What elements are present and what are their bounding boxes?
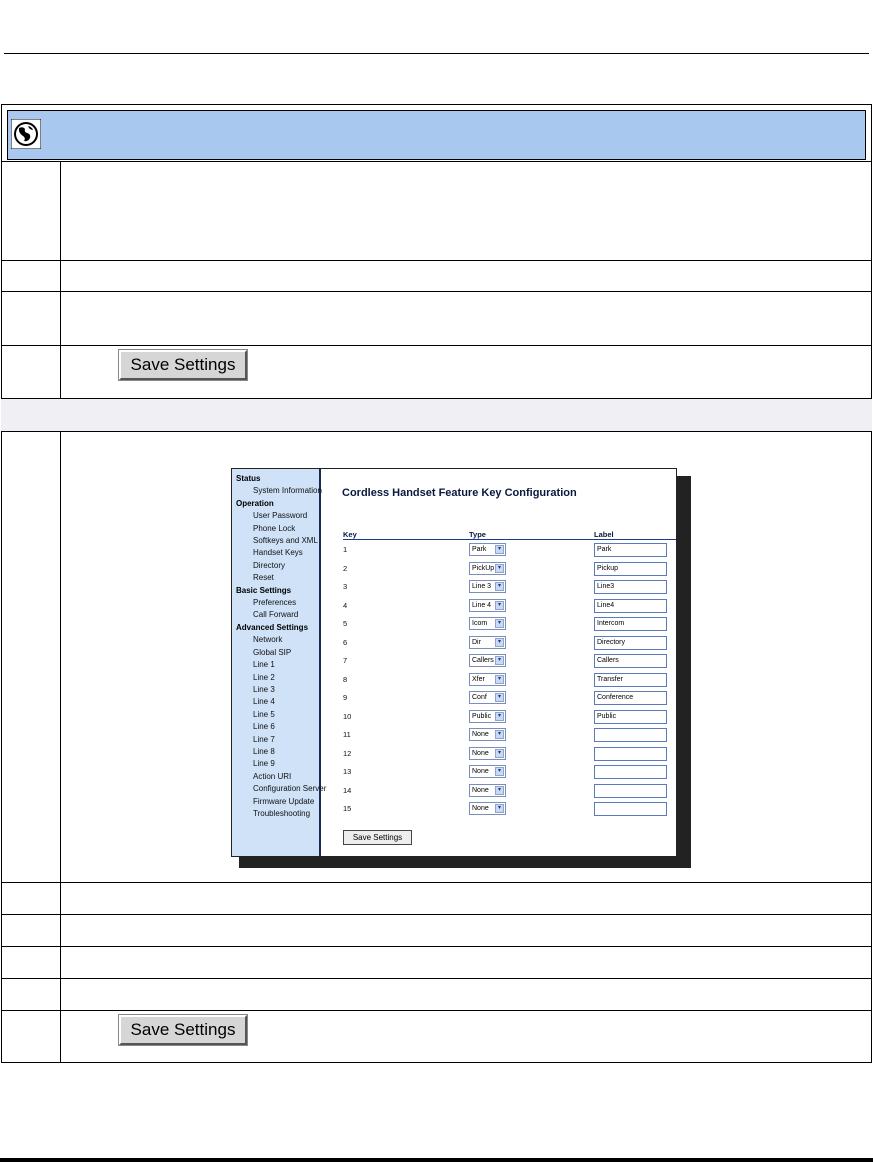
key-number: 9 (343, 693, 348, 702)
key-label-input[interactable] (594, 728, 667, 742)
row-separator (1, 978, 872, 979)
chevron-down-icon: ▾ (495, 712, 504, 721)
row-separator (1, 946, 872, 947)
row-separator (1, 291, 872, 292)
key-number: 10 (343, 711, 352, 721)
column-header-key: Key (343, 530, 469, 540)
key-label-input[interactable]: Pickup (594, 562, 667, 576)
key-label-input[interactable]: Park (594, 543, 667, 557)
key-type-select[interactable] (469, 617, 506, 630)
step-column-divider (60, 431, 61, 1063)
nav-item[interactable]: Line 2 (253, 672, 275, 682)
nav-item[interactable]: Line 7 (253, 734, 275, 744)
key-number: 14 (343, 785, 352, 795)
key-label-input[interactable]: Public (594, 710, 667, 724)
nav-item[interactable]: Network (253, 635, 283, 645)
row-separator (1, 398, 872, 399)
chevron-down-icon: ▾ (495, 638, 504, 647)
row-separator (1, 260, 872, 261)
chevron-down-icon: ▾ (495, 730, 504, 739)
key-number: 15 (343, 804, 352, 813)
screenshot-content-panel (321, 469, 676, 856)
row-separator (1, 1010, 872, 1011)
key-number: 5 (343, 619, 348, 628)
key-number: 6 (343, 637, 348, 647)
chevron-down-icon: ▾ (495, 619, 504, 628)
key-type-value: None (472, 786, 489, 794)
key-number: 3 (343, 582, 348, 591)
table-bottom-border (1, 1062, 872, 1063)
nav-item[interactable]: Line 4 (253, 697, 275, 707)
key-number: 11 (343, 730, 351, 739)
header-rule (4, 53, 869, 54)
footer-rule (0, 1158, 873, 1162)
web-ui-globe-icon (11, 119, 41, 149)
key-type-select[interactable] (469, 580, 506, 593)
key-type-value: Icom (472, 620, 488, 627)
key-label-input[interactable] (594, 747, 667, 761)
row-separator (1, 914, 872, 915)
key-type-select[interactable] (469, 728, 506, 741)
key-type-select[interactable] (469, 765, 506, 778)
section-row (1, 399, 872, 431)
key-type-select[interactable] (469, 710, 506, 723)
key-type-select[interactable] (469, 784, 506, 797)
save-settings-button[interactable]: Save Settings (119, 1015, 247, 1045)
nav-item[interactable]: Preferences (253, 598, 297, 608)
nav-item[interactable]: Action URI (253, 771, 292, 781)
key-type-value: None (472, 749, 489, 757)
nav-item[interactable]: User Password (253, 511, 308, 521)
key-type-value: None (472, 731, 489, 738)
chevron-down-icon: ▾ (495, 693, 504, 702)
row-separator (1, 431, 872, 432)
key-type-select[interactable] (469, 691, 506, 704)
key-label-input[interactable] (594, 784, 667, 798)
web-ui-screenshot (231, 468, 677, 857)
key-label-input[interactable]: Conference (594, 691, 667, 705)
key-type-select[interactable] (469, 802, 506, 815)
chevron-down-icon: ▾ (495, 804, 504, 813)
key-label-input[interactable]: Intercom (594, 617, 667, 631)
table-right-border (871, 162, 872, 1063)
nav-item[interactable]: Line 6 (253, 722, 275, 732)
key-number: 12 (343, 748, 352, 758)
key-label-input[interactable]: Transfer (594, 673, 667, 687)
chevron-down-icon: ▾ (495, 767, 504, 776)
key-label-input[interactable]: Line3 (594, 580, 667, 594)
nav-heading: Basic Settings (236, 585, 292, 595)
key-label-input[interactable] (594, 802, 667, 816)
nav-item[interactable]: Directory (253, 560, 286, 570)
column-header-type: Type (469, 530, 594, 540)
nav-heading: Operation (236, 498, 274, 508)
key-number: 2 (343, 563, 348, 573)
key-type-value: Park (472, 546, 487, 553)
key-type-select[interactable] (469, 654, 506, 667)
nav-item[interactable]: Global SIP (253, 647, 292, 657)
chevron-down-icon: ▾ (495, 656, 504, 665)
key-number: 1 (343, 545, 348, 554)
nav-item[interactable]: Line 8 (253, 746, 275, 756)
key-number: 4 (343, 600, 348, 610)
key-number: 13 (343, 767, 352, 776)
nav-heading: Status (236, 474, 261, 483)
key-label-input[interactable]: Callers (594, 654, 667, 668)
column-header-label: Label (594, 530, 676, 540)
nav-item[interactable]: Phone Lock (253, 523, 296, 533)
chevron-down-icon: ▾ (495, 675, 504, 684)
nav-item[interactable]: System Information (253, 486, 322, 496)
key-type-value: Line 3 (472, 583, 492, 590)
nav-item[interactable]: Line 1 (253, 660, 275, 670)
nav-item[interactable]: Handset Keys (253, 548, 303, 558)
chevron-down-icon: ▾ (495, 601, 504, 610)
nav-heading: Advanced Settings (236, 622, 309, 632)
nav-item[interactable]: Reset (253, 573, 274, 583)
nav-item[interactable]: Line 3 (253, 684, 275, 694)
chevron-down-icon: ▾ (495, 786, 504, 795)
key-type-select[interactable] (469, 747, 506, 760)
key-type-select[interactable] (469, 636, 506, 649)
nav-item[interactable]: Softkeys and XML (253, 536, 318, 546)
chevron-down-icon: ▾ (495, 582, 504, 591)
key-label-input[interactable]: Line4 (594, 599, 667, 613)
nav-item[interactable]: Firmware Update (253, 796, 315, 806)
key-number: 8 (343, 674, 348, 684)
chevron-down-icon: ▾ (495, 545, 504, 554)
row-separator (1, 882, 872, 883)
key-type-value: Conf (472, 694, 487, 701)
key-label-input[interactable] (594, 765, 667, 779)
nav-item[interactable]: Troubleshooting (253, 808, 311, 818)
step-column-divider (60, 162, 61, 399)
key-type-value: Public (472, 712, 492, 720)
key-type-select[interactable] (469, 543, 506, 556)
key-type-value: PickUp (472, 564, 495, 572)
key-type-select[interactable] (469, 562, 506, 575)
screenshot-save-settings-button[interactable]: Save Settings (343, 830, 412, 845)
nav-item[interactable]: Line 5 (253, 709, 275, 719)
page-title: Cordless Handset Feature Key Configuration (342, 487, 577, 499)
key-type-select[interactable] (469, 599, 506, 612)
procedure-banner (7, 110, 866, 160)
nav-item[interactable]: Configuration Server (253, 784, 327, 794)
chevron-down-icon: ▾ (495, 749, 504, 758)
key-type-value: Line 4 (472, 601, 492, 609)
row-separator (1, 345, 872, 346)
nav-item[interactable]: Call Forward (253, 610, 299, 620)
nav-item[interactable]: Line 9 (253, 759, 275, 769)
key-type-value: Dir (472, 638, 481, 646)
key-number: 7 (343, 656, 348, 665)
save-settings-button[interactable]: Save Settings (119, 350, 247, 380)
screenshot-nav (232, 469, 327, 856)
key-type-select[interactable] (469, 673, 506, 686)
key-type-value: None (472, 805, 489, 812)
table-left-border (1, 162, 2, 1063)
key-label-input[interactable]: Directory (594, 636, 667, 650)
key-type-value: Xfer (472, 675, 485, 683)
key-type-value: None (472, 768, 489, 775)
chevron-down-icon: ▾ (495, 564, 504, 573)
key-type-value: Callers (472, 657, 494, 664)
